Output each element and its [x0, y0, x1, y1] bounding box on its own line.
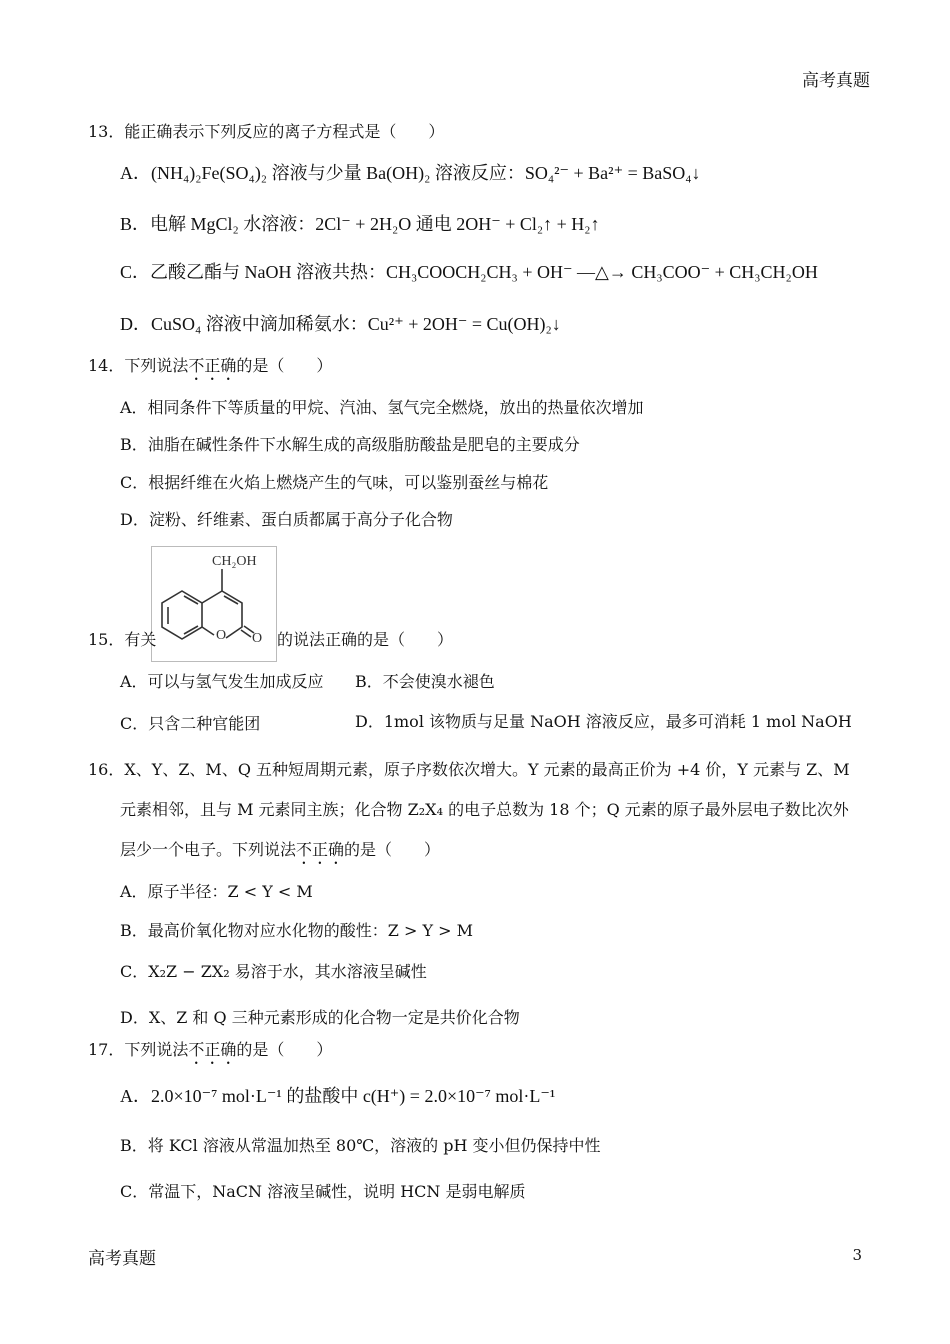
q16-line3-pre: 层少一个电子。下列说法 [120, 840, 297, 859]
ring-oxygen-label: O [216, 628, 227, 643]
q14-option-d: D．淀粉、纤维素、蛋白质都属于高分子化合物 [120, 510, 453, 529]
q16-option-b: B．最高价氧化物对应水化物的酸性：Z > Y > M [120, 921, 473, 940]
q16-option-a: A．原子半径：Z < Y < M [120, 882, 313, 901]
q17-stem-post: 的是（ ） [236, 1040, 333, 1059]
q16-line3 [120, 840, 440, 868]
q15-option-b: B．不会使溴水褪色 [355, 672, 495, 691]
q14-option-c: C．根据纤维在火焰上燃烧产生的气味，可以鉴别蚕丝与棉花 [120, 473, 549, 492]
q16-line2: 元素相邻，且与 M 元素同主族；化合物 Z₂X₄ 的电子总数为 18 个；Q 元素的原子最外层电子数比次外 [120, 800, 849, 819]
q16-option-c: C．X₂Z − ZX₂ 易溶于水，其水溶液呈碱性 [120, 962, 427, 981]
carbonyl-oxygen-label: O [252, 631, 263, 646]
header-label: 高考真题 [802, 71, 870, 91]
q13-option-b: B．电解 MgCl₂ 水溶液：2Cl⁻ + 2H₂O 通电 2OH⁻ + Cl₂↑ + H₂↑ [120, 214, 600, 234]
q17-stem-emphasis: 不正确 [188, 1040, 237, 1059]
q15-option-d: D．1mol 该物质与足量 NaOH 溶液反应，最多可消耗 1 mol NaOH [355, 712, 852, 731]
ch2oh-label: CH₂OH [212, 554, 257, 569]
q14-stem [88, 356, 332, 384]
q15-option-a: A．可以与氢气发生加成反应 [120, 672, 324, 691]
q17-stem [88, 1040, 332, 1068]
q14-option-b: B．油脂在碱性条件下水解生成的高级脂肪酸盐是肥皂的主要成分 [120, 435, 580, 454]
structure-drawing [152, 547, 276, 661]
q14-stem-pre: 14．下列说法 [88, 356, 189, 375]
coumarin-structure-image [151, 546, 277, 662]
q16-option-d: D．X、Z 和 Q 三种元素形成的化合物一定是共价化合物 [120, 1008, 520, 1027]
q16-line3-post: 的是（ ） [344, 840, 441, 859]
page-number: 3 [852, 1246, 862, 1264]
q16-line3-emphasis: 不正确 [296, 840, 345, 859]
q14-stem-emphasis: 不正确 [188, 356, 237, 375]
q15-stem-post: 的说法正确的是（ ） [277, 630, 454, 649]
q14-stem-post: 的是（ ） [236, 356, 333, 375]
q17-stem-pre: 17．下列说法 [88, 1040, 189, 1059]
q17-option-a: A．2.0×10⁻⁷ mol·L⁻¹ 的盐酸中 c(H⁺) = 2.0×10⁻⁷ mol·L⁻¹ [120, 1086, 556, 1106]
q15-stem-pre: 15．有关 [88, 630, 157, 649]
q13-option-a: A．(NH₄)₂Fe(SO₄)₂ 溶液与少量 Ba(OH)₂ 溶液反应：SO₄²⁻ + Ba²⁺ = BaSO₄↓ [120, 163, 701, 183]
footer-label: 高考真题 [88, 1249, 156, 1269]
q17-option-c: C．常温下，NaCN 溶液呈碱性，说明 HCN 是弱电解质 [120, 1182, 526, 1201]
q15-option-c: C．只含二种官能团 [120, 714, 261, 733]
q14-option-a: A．相同条件下等质量的甲烷、汽油、氢气完全燃烧，放出的热量依次增加 [120, 398, 644, 417]
q13-option-d: D．CuSO₄ 溶液中滴加稀氨水：Cu²⁺ + 2OH⁻ = Cu(OH)₂↓ [120, 314, 561, 334]
q16-line1: 16．X、Y、Z、M、Q 五种短周期元素，原子序数依次增大。Y 元素的最高正价为 +4 价，Y 元素与 Z、M [88, 760, 850, 779]
q13-stem: 13．能正确表示下列反应的离子方程式是（ ） [88, 122, 445, 141]
q13-option-c: C．乙酸乙酯与 NaOH 溶液共热：CH₃COOCH₂CH₃ + OH⁻ —△→ CH₃COO⁻ + CH₃CH₂OH [120, 262, 818, 282]
q17-option-b: B．将 KCl 溶液从常温加热至 80℃，溶液的 pH 变小但仍保持中性 [120, 1136, 601, 1155]
